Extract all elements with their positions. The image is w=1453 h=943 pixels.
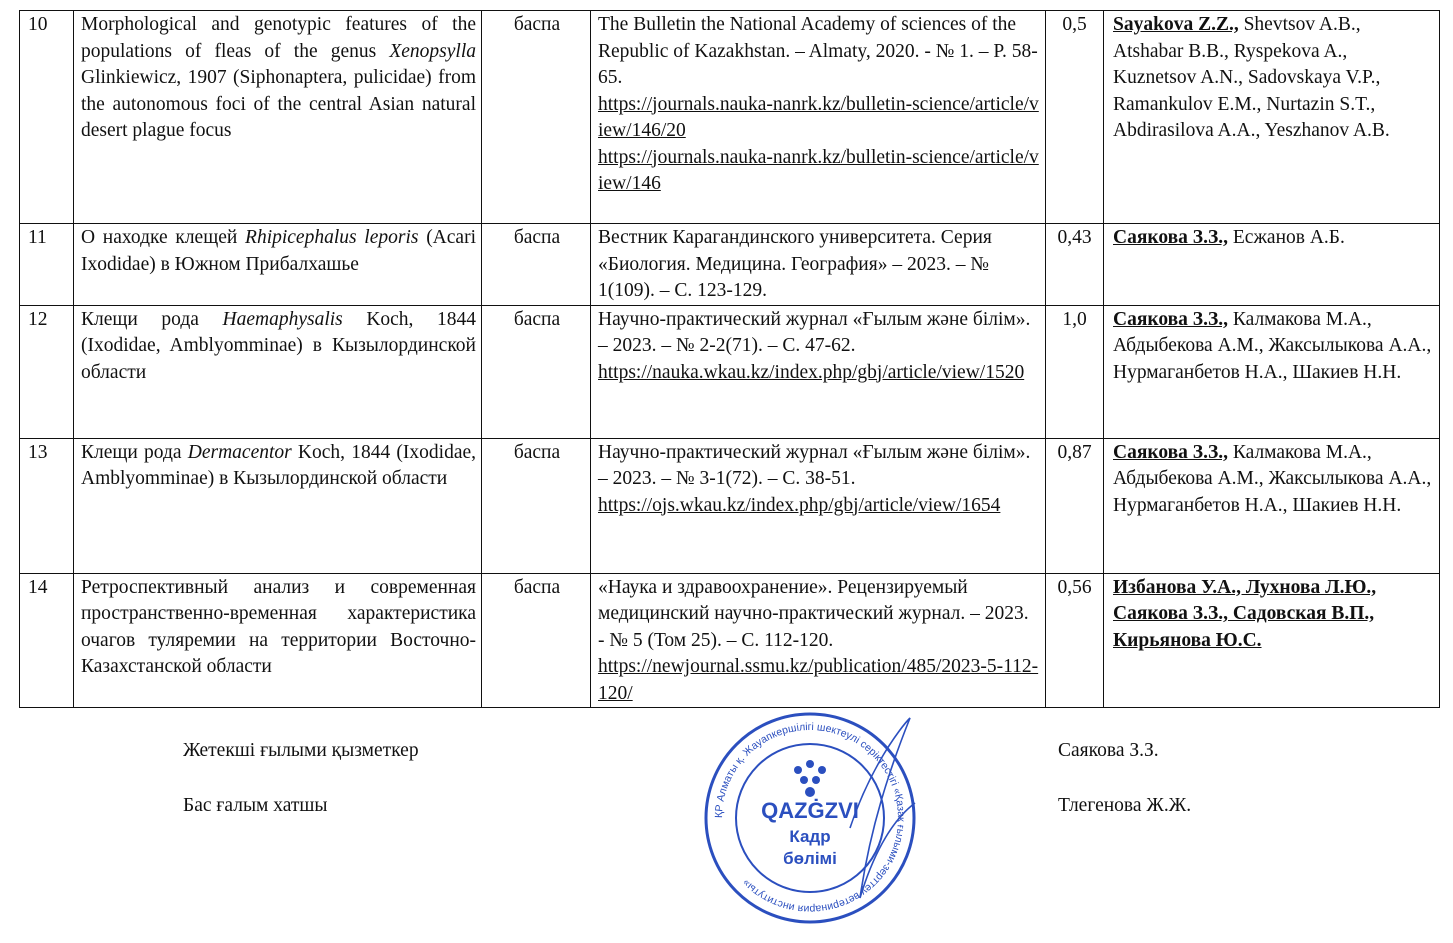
signature-title-1: Жетекші ғылыми қызметкер xyxy=(183,740,419,761)
stamp-ring-text: ҚР Алматы қ. Жауапкершілігі шектеулі серіктестігі «Қазақ ғылыми-зерттеу ветеринария институты» xyxy=(712,720,908,916)
publication-type: баспа xyxy=(482,438,591,573)
publication-link[interactable]: https://journals.nauka-nanrk.kz/bulletin-science/article/view/146 xyxy=(598,146,1039,194)
publication-type: баспа xyxy=(482,305,591,438)
table-row xyxy=(20,11,1440,224)
row-number: 11 xyxy=(20,224,74,306)
table-row xyxy=(20,224,1440,306)
publication-type: баспа xyxy=(482,11,591,224)
table-row xyxy=(20,573,1440,708)
stamp-dept-line1: Кадр xyxy=(789,827,831,846)
publication-link[interactable]: https://ojs.wkau.kz/index.php/gbj/article/view/1654 xyxy=(598,494,1001,516)
publication-volume: 0,56 xyxy=(1046,573,1104,708)
row-number: 13 xyxy=(20,438,74,573)
publication-authors: Избанова У.А., Лухнова Л.Ю., Саякова З.З., Садовская В.П., Кирьянова Ю.С. xyxy=(1104,573,1440,708)
table-row xyxy=(20,438,1440,573)
publication-volume: 1,0 xyxy=(1046,305,1104,438)
publication-type: баспа xyxy=(482,573,591,708)
stamp-dept-line2: бөлімі xyxy=(783,849,837,868)
publication-title: Morphological and genotypic features of the populations of fleas of the genus Xenopsylla Glinkiewicz, 1907 (Siphonaptera, pulicidae) from the autonomous foci of the central Asian natural desert plague focus xyxy=(74,11,482,224)
publication-authors: Саякова З.З., Калмакова М.А., Абдыбекова А.М., Жаксылыкова А.А., Нурмаганбетов Н.А., Шакиев Н.Н. xyxy=(1104,305,1440,438)
publication-link[interactable]: https://nauka.wkau.kz/index.php/gbj/article/view/1520 xyxy=(598,361,1025,383)
publication-title: Клещи рода Haemaphysalis Koch, 1844 (Ixodidae, Amblyomminae) в Кызылординской области xyxy=(74,305,482,438)
publication-link[interactable]: https://journals.nauka-nanrk.kz/bulletin-science/article/view/146/20 xyxy=(598,93,1039,141)
publication-volume: 0,87 xyxy=(1046,438,1104,573)
publication-type: баспа xyxy=(482,224,591,306)
row-number: 12 xyxy=(20,305,74,438)
publication-source: Вестник Карагандинского университета. Серия «Биология. Медицина. География» – 2023. – № 1(109). – С. 123-129. xyxy=(591,224,1046,306)
publication-title: О находке клещей Rhipicephalus leporis (Acari Ixodidae) в Южном Прибалхашье xyxy=(74,224,482,306)
publication-volume: 0,5 xyxy=(1046,11,1104,224)
stamp-logo-icon xyxy=(794,760,826,797)
signature-name-2: Тлегенова Ж.Ж. xyxy=(1058,795,1192,816)
publication-authors: Саякова З.З., Есжанов А.Б. xyxy=(1104,224,1440,306)
publication-authors: Sayakova Z.Z., Shevtsov A.B., Atshabar B.B., Ryspekova A., Kuznetsov A.N., Sadovskaya V.P., Ramankulov E.M., Nurtazin S.T., Abdirasilova A.A., Yeszhanov A.B. xyxy=(1104,11,1440,224)
official-stamp xyxy=(700,708,920,928)
stamp-logo-text: QAZĠZVI xyxy=(761,798,859,823)
signature-title-2: Бас ғалым хатшы xyxy=(183,795,328,816)
publication-title: Ретроспективный анализ и современная пространственно-временная характеристика очагов туляремии на территории Восточно-Казахстанской области xyxy=(74,573,482,708)
publication-source: Научно-практический журнал «Ғылым және білім». – 2023. – № 2-2(71). – С. 47-62. https://nauka.wkau.kz/index.php/gbj/article/view/1520 xyxy=(591,305,1046,438)
row-number: 10 xyxy=(20,11,74,224)
publication-source: Научно-практический журнал «Ғылым және білім». – 2023. – № 3-1(72). – С. 38-51. https://ojs.wkau.kz/index.php/gbj/article/view/1654 xyxy=(591,438,1046,573)
publications-table xyxy=(19,10,1440,708)
signature-name-1: Саякова З.З. xyxy=(1058,740,1159,761)
publication-link[interactable]: https://newjournal.ssmu.kz/publication/485/2023-5-112-120/ xyxy=(598,656,1039,704)
publication-source: The Bulletin the National Academy of sciences of the Republic of Kazakhstan. – Almaty, 2020. - № 1. – P. 58-65. https://journals.nauka-nanrk.kz/bulletin-science/article/view/146/20 https://journals.nauka-nanrk.kz/bulletin-science/article/view/146 xyxy=(591,11,1046,224)
table-row xyxy=(20,305,1440,438)
row-number: 14 xyxy=(20,573,74,708)
publication-source: «Наука и здравоохранение». Рецензируемый медицинский научно-практический журнал. – 2023. - № 5 (Том 25). – С. 112-120. https://newjournal.ssmu.kz/publication/485/2023-5-112-120/ xyxy=(591,573,1046,708)
publication-authors: Саякова З.З., Калмакова М.А., Абдыбекова А.М., Жаксылыкова А.А., Нурмаганбетов Н.А., Шакиев Н.Н. xyxy=(1104,438,1440,573)
publication-volume: 0,43 xyxy=(1046,224,1104,306)
publication-title: Клещи рода Dermacentor Koch, 1844 (Ixodidae, Amblyomminae) в Кызылординской области xyxy=(74,438,482,573)
